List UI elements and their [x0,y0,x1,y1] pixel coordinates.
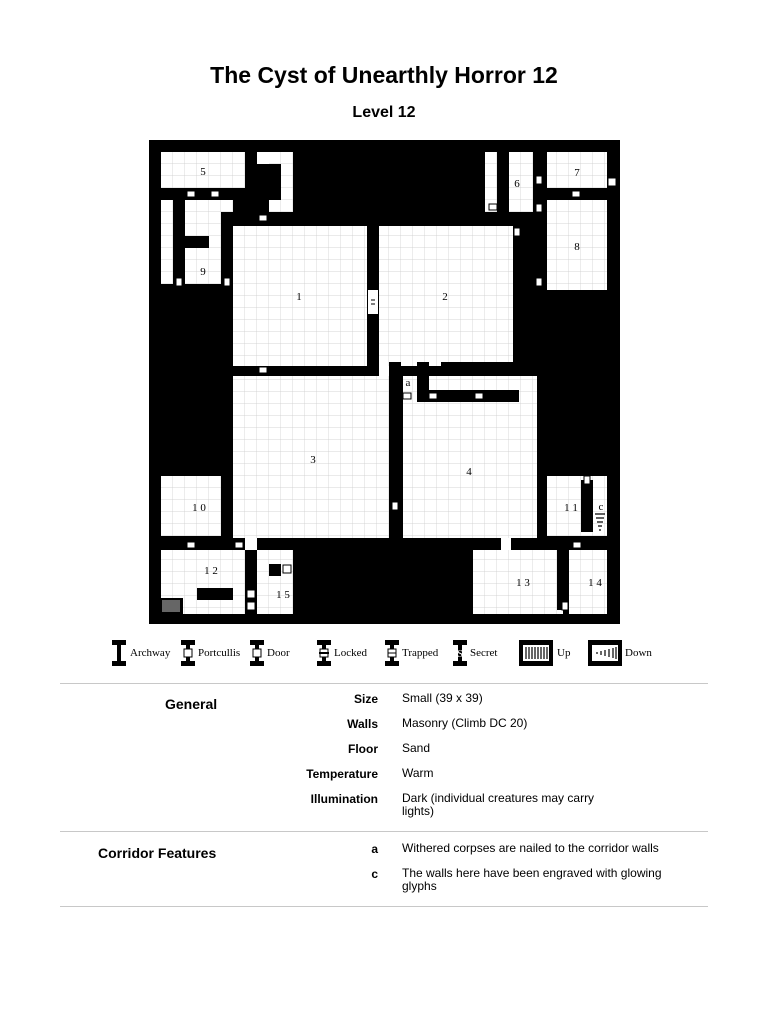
legend-label: Door [267,647,290,659]
svg-text:S: S [457,649,463,660]
portcullis-icon [181,640,195,666]
door [536,204,542,212]
door [514,228,520,236]
room-label: 9 [200,266,206,278]
door [259,367,267,373]
stairs-up-icon [161,598,183,614]
corridor-c-label: c [371,867,378,881]
door [176,278,182,286]
section-divider [60,831,708,832]
general-heading: General [165,696,218,712]
walls-value: Masonry (Climb DC 20) [402,716,528,730]
temperature-label: Temperature [306,767,378,781]
room-label: 1 1 [564,502,578,514]
page-title: The Cyst of Unearthly Horror 12 [210,62,558,88]
room-label: 1 3 [516,577,530,589]
secret-door-icon [453,640,467,666]
door [536,278,542,286]
room-label: 6 [514,178,520,190]
temperature-value: Warm [402,766,434,780]
door [283,565,291,573]
door [403,393,411,399]
door [429,393,437,399]
archway-icon [112,640,126,666]
room-label: 1 0 [192,502,206,514]
level-subtitle: Level 12 [352,104,416,121]
door-icon [250,640,264,666]
room-label: 1 5 [276,589,290,601]
door [224,278,230,286]
locked-door-icon [317,640,331,666]
section-divider [60,683,708,684]
door [475,393,483,399]
room-label: 2 [442,291,448,303]
door [608,178,616,186]
stairs-down-icon [588,640,622,666]
room-10-floor [161,476,221,536]
door [235,542,243,548]
size-label: Size [353,692,378,706]
door [187,542,195,548]
door [573,542,581,548]
room-label: 4 [466,466,472,478]
dungeon-map [149,140,620,624]
room-label: 7 [574,167,580,179]
room-label: 1 [296,291,302,303]
room-15-floor [257,550,293,614]
door [211,191,219,197]
illumination-label: Illumination [310,792,378,806]
door [562,602,568,610]
door [247,590,255,598]
illumination-value: Dark (individual creatures may carry lights) [402,791,595,818]
walls-label: Walls [347,717,378,731]
legend-label: Portcullis [198,647,241,659]
floor-value: Sand [402,741,431,755]
corridor-label: a [405,377,411,389]
door [392,502,398,510]
legend-label: Locked [334,647,367,659]
room-label: 8 [574,241,580,253]
trapped-door-icon [385,640,399,666]
legend-label: Down [625,647,652,659]
size-value: Small (39 x 39) [402,691,483,705]
door [247,602,255,610]
room-label: 1 2 [204,565,218,577]
room-label: 5 [200,166,206,178]
door [584,476,590,484]
floor-label: Floor [348,742,378,756]
corridor-a-value: Withered corpses are nailed to the corridor walls [402,841,659,855]
door [572,191,580,197]
room-label: 3 [310,454,316,466]
corridor-a-label: a [371,842,378,856]
legend-label: Up [557,647,571,659]
section-divider [60,906,708,907]
stairs-up-icon [519,640,553,666]
legend-label: Archway [130,647,171,659]
corridor-features-heading: Corridor Features [98,845,217,861]
door [489,204,497,210]
door [187,191,195,197]
legend-label: Trapped [402,647,439,659]
corridor-label: c [598,501,604,513]
door [259,215,267,221]
legend-label: Secret [470,647,498,659]
corridor-c-value: The walls here have been engraved with glowing glyphs [402,866,662,893]
room-label: 1 4 [588,577,602,589]
door [536,176,542,184]
